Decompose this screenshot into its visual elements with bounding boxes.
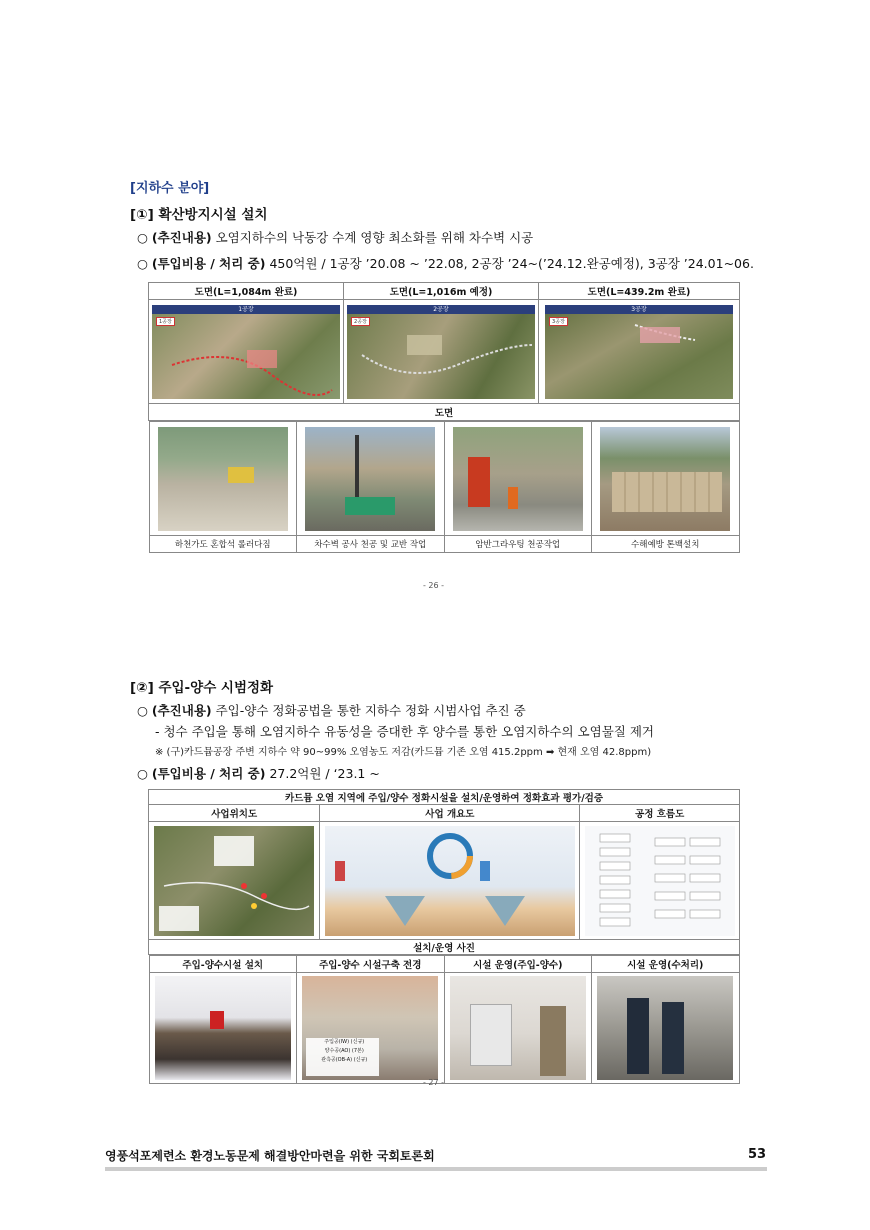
barrier-line-2 [347,305,535,399]
item2-table [148,789,740,1084]
facility-legend [306,1038,379,1076]
project-overview-diagram [325,826,575,936]
caption-1: 하천가도 혼합석 롤러다짐 [149,536,297,553]
footer-title: 영풍석포제련소 환경노동문제 해결방안마련을 위한 국회토론회 [105,1149,435,1163]
overview-graphics [325,826,575,936]
process-flow-chart [585,826,735,936]
item2-line1: ○ (추진내용) 주입-양수 정화공법을 통한 지하수 정화 시범사업 추진 중 [137,703,526,718]
table1-header-1: 도면(L=1,084m 완료) [149,283,344,300]
item2-line3-label: (투입비용 / 처리 중) [151,766,266,781]
caption-3: 암반그라우팅 천공작업 [444,536,592,553]
item2-note: ※ (구)카드뮴공장 주변 지하수 약 90~99% 오염농도 저감(카드뮴 기존 오염 415.2ppm ➡ 현재 오염 42.8ppm) [155,747,652,758]
item1-line1: ○ (추진내용) 오염지하수의 낙동강 수계 영향 최소화를 위해 차수벽 시공 [137,230,534,245]
item2-line1-text: 주입-양수 정화공법을 통한 지하수 정화 시범사업 추진 중 [211,703,526,718]
photo-injection-operation [450,976,586,1080]
legend-item-2: 양수공(AO) (7본) [324,1048,364,1054]
photo-header-4: 시설 운영(수처리) [592,956,740,973]
table1-section-label: 도면 [149,404,740,421]
site-location-map [154,826,314,936]
photo-facility-view [302,976,438,1080]
map-tab-2: 2공장 [433,305,449,313]
item1-table [148,282,740,553]
map-label-2: 2공장 [351,317,370,326]
caption-4: 수해예방 톤백설치 [592,536,740,553]
table2-title: 카드뮴 오염 지역에 주입/양수 정화시설을 설치/운영하여 정화효과 평가/검증 [149,790,740,805]
item2-line2: - 청수 주입을 통해 오염지하수 유동성을 증대한 후 양수를 통한 오염지하수의 오염물질 제거 [155,724,654,739]
item1-title: [①] 확산방지시설 설치 [130,207,268,223]
table2-header-3: 공정 흐름도 [580,805,740,822]
barrier-line-3 [545,305,733,399]
aerial-map-1 [152,305,340,399]
item1-line2-text: 450억원 / 1공장 ’20.08 ~ ’22.08, 2공장 ’24~(’24.12.완공예정), 3공장 ’24.01~06. [265,256,754,271]
photo-header-2: 주입-양수 시설구축 전경 [297,956,445,973]
item1-line2: ○ (투입비용 / 처리 중) 450억원 / 1공장 ’20.08 ~ ’22.08, 2공장 ’24~(’24.12.완공예정), 3공장 ’24.01~06. [137,256,754,271]
legend-item-1: 주입공(IW) (신규) [324,1039,365,1045]
item2-title: [②] 주입-양수 시범정화 [130,680,274,696]
page-number-26: - 26 - [423,581,445,590]
barrier-line-1 [152,305,340,399]
photo-roller [158,427,288,531]
item1-line1-label: (추진내용) [151,230,212,245]
table1-header-3: 도면(L=439.2m 완료) [539,283,740,300]
section-title: [지하수 분야] [130,181,210,196]
table2-header-1: 사업위치도 [149,805,320,822]
photo-grouting [453,427,583,531]
page-number-27: - 27 - [423,1078,445,1087]
footer-divider [105,1167,767,1171]
aerial-map-3 [545,305,733,399]
map-tab-1: 1공장 [238,305,254,313]
table2-header-2: 사업 개요도 [320,805,580,822]
photo-drilling [305,427,435,531]
site-map-overlay [154,826,314,936]
item2-line1-label: (추진내용) [151,703,212,718]
map-label-3: 3공장 [549,317,568,326]
table2-photo-section: 설치/운영 사진 [149,940,740,955]
item2-line3: ○ (투입비용 / 처리 중) 27.2억원 / ‘23.1 ~ [137,766,380,781]
photo-water-treatment [597,976,733,1080]
photo-tonbag [600,427,730,531]
table1-header-2: 도면(L=1,016m 예정) [344,283,539,300]
item2-line3-text: 27.2억원 / ‘23.1 ~ [265,766,380,781]
item1-line2-label: (투입비용 / 처리 중) [151,256,266,271]
footer-page-number: 53 [748,1147,767,1162]
map-tab-3: 3공장 [631,305,647,313]
legend-item-3: 관측공(OB-A) (신규) [321,1057,368,1063]
photo-header-3: 시설 운영(주입-양수) [444,956,592,973]
flow-boxes [585,826,735,936]
map-label-1: 1공장 [156,317,175,326]
item1-line1-text: 오염지하수의 낙동강 수계 영향 최소화를 위해 차수벽 시공 [211,230,534,245]
photo-header-1: 주입-양수시설 설치 [149,956,297,973]
aerial-map-2 [347,305,535,399]
photo-well-install [155,976,291,1080]
caption-2: 차수벽 공사 천공 및 교반 작업 [297,536,445,553]
